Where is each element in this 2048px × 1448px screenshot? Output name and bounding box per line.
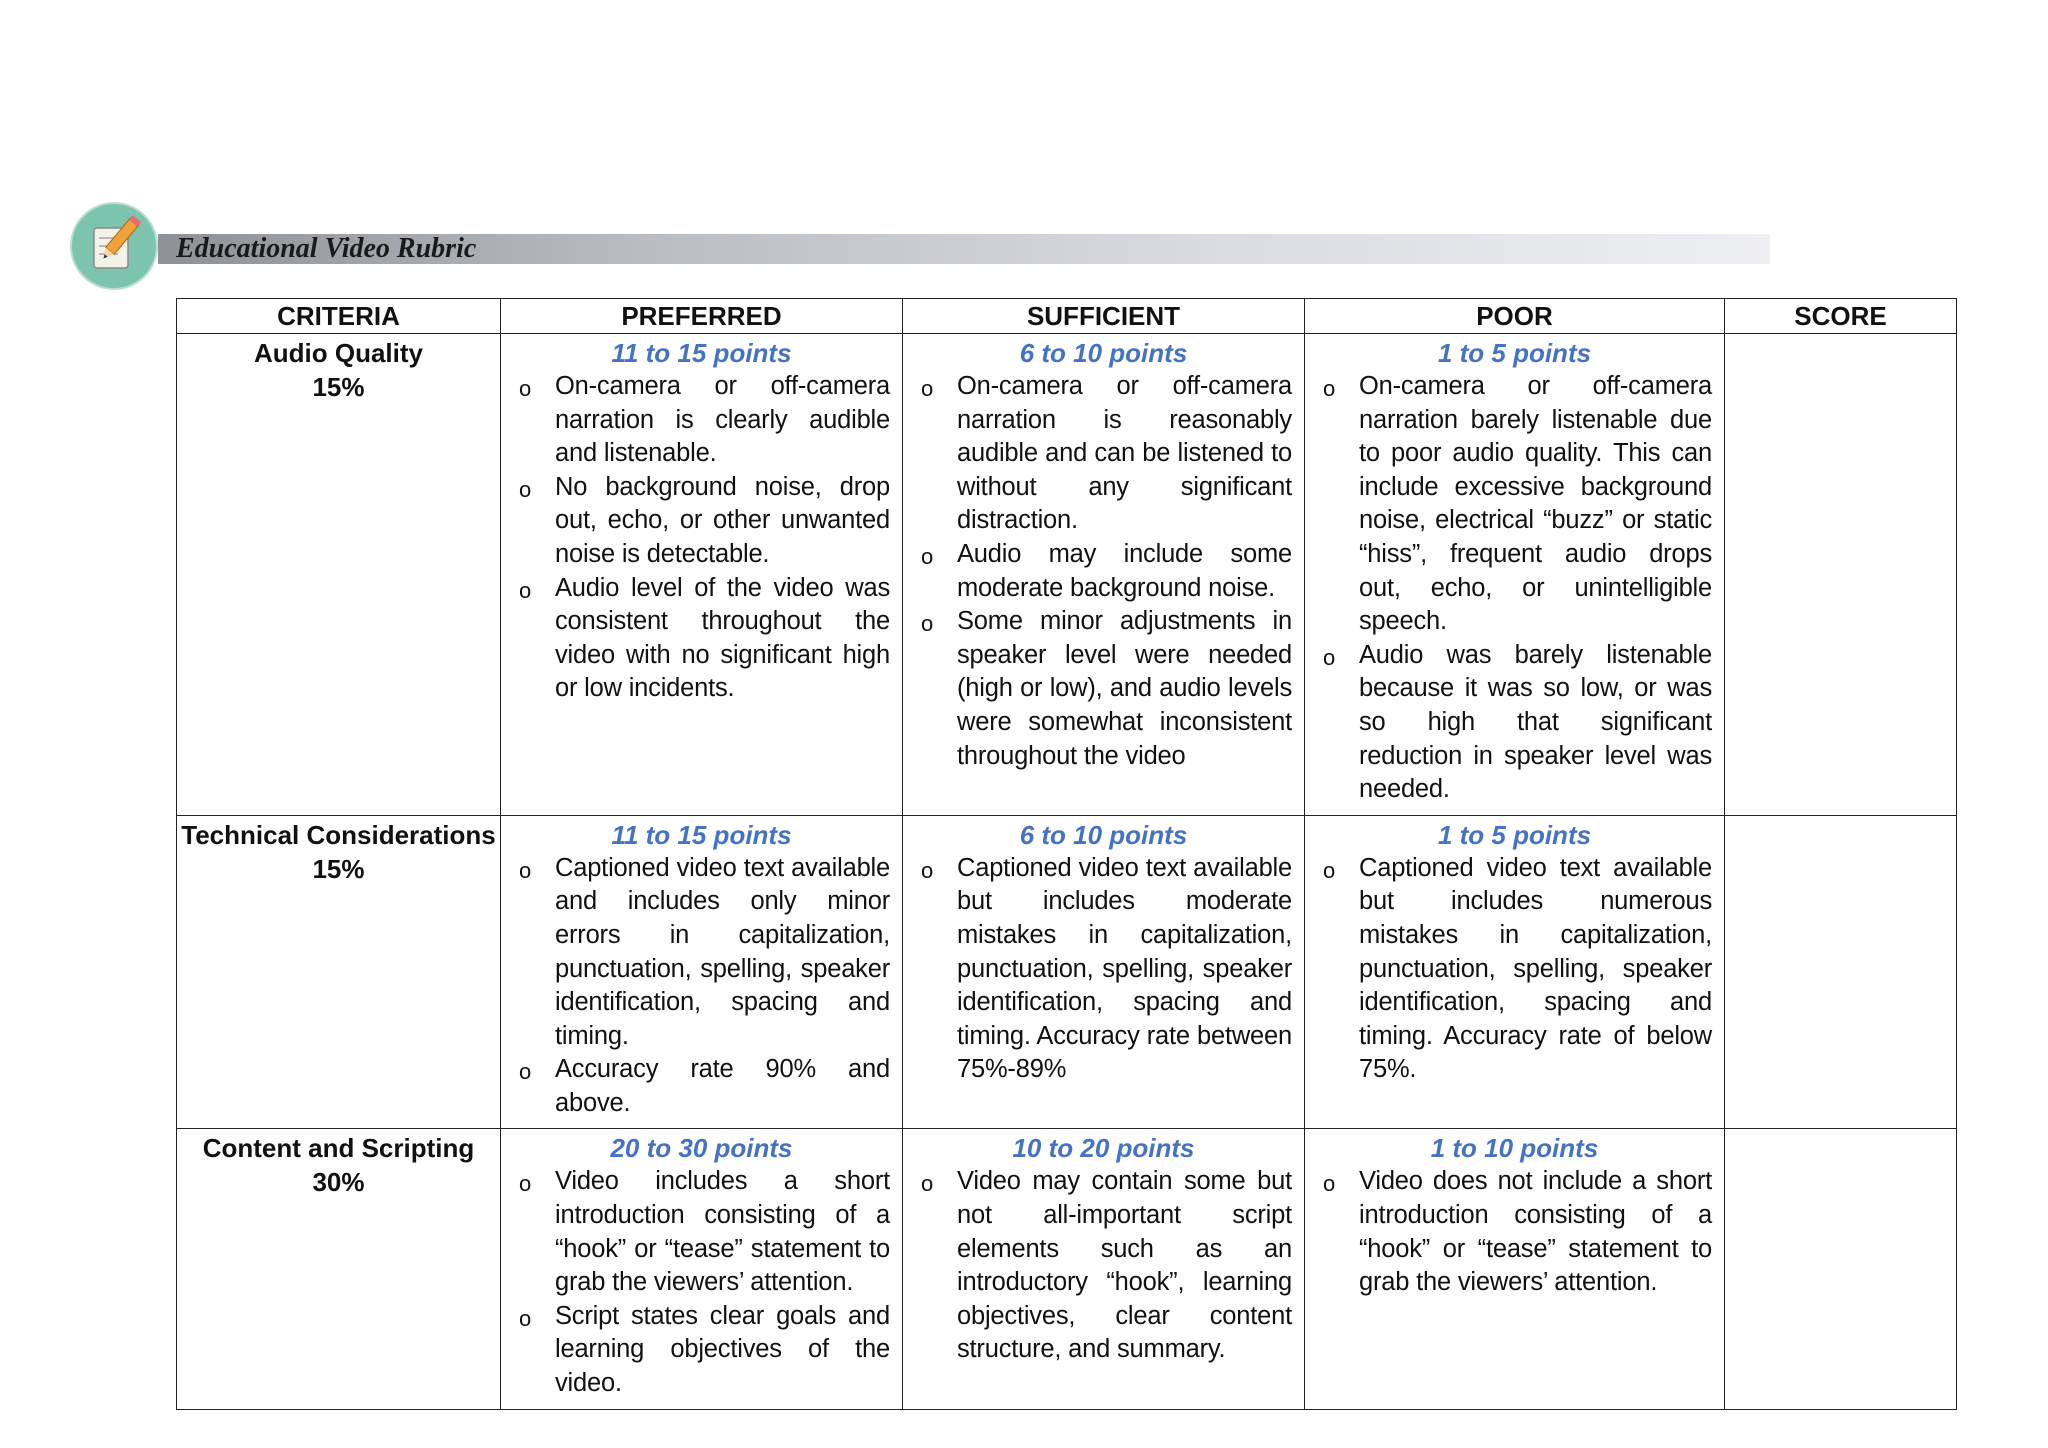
rubric-table [176,298,1957,1410]
criteria-cell [177,815,501,1129]
column-header-criteria: CRITERIA [177,299,501,334]
bullet-list [1305,852,1724,1095]
points-range: 10 to 20 points [1012,1133,1195,1164]
column-header-score: SCORE [1725,299,1957,334]
table-row [177,815,1957,1129]
criteria-weight: 30% [312,1167,365,1198]
list-item: o Captioned video text available but includes moderate mistakes in capitalization, punctuation, spelling, speaker identification, spacing and timing. Accuracy rate between 75%-89% [919,852,1292,1087]
list-item: o Some minor adjustments in speaker level were needed (high or low), and audio levels were somewhat inconsistent throughout the video [919,605,1292,773]
column-header-sufficient: SUFFICIENT [903,299,1305,334]
list-item: o No background noise, drop out, echo, or other unwanted noise is detectable. [517,471,890,572]
column-header-preferred: PREFERRED [501,299,903,334]
points-range: 11 to 15 points [611,819,792,850]
score-cell[interactable] [1725,815,1957,1129]
list-item: o On-camera or off-camera narration barely listenable due to poor audio quality. This can include excessive background noise, electrical “buzz” or static “hiss”, frequent audio drops out, echo, or unintelligible speech. [1321,370,1712,639]
criteria-name: Technical Considerations [181,819,496,850]
bullet-list [903,1165,1304,1375]
table-row [177,1129,1957,1409]
points-range: 6 to 10 points [1019,819,1188,850]
preferred-cell [501,334,903,816]
list-item: o Video may contain some but not all-important script elements such as an introductory “hook”, learning objectives, clear content structure, and summary. [919,1165,1292,1367]
sufficient-cell [903,334,1305,816]
poor-cell [1305,1129,1725,1409]
points-range: 1 to 5 points [1437,819,1592,850]
bullet-list [903,370,1304,781]
list-item: o Video includes a short introduction consisting of a “hook” or “tease” statement to grab the viewers’ attention. [517,1165,890,1299]
list-item: o Captioned video text available and includes only minor errors in capitalization, punctuation, spelling, speaker identification, spacing and timing. [517,852,890,1054]
sufficient-cell [903,1129,1305,1409]
bullet-list [501,1165,902,1408]
header-row [177,299,1957,334]
points-range: 1 to 5 points [1437,338,1592,368]
list-item: o Script states clear goals and learning objectives of the video. [517,1300,890,1401]
points-range: 1 to 10 points [1430,1133,1599,1164]
poor-cell [1305,334,1725,816]
points-range: 20 to 30 points [610,1133,793,1164]
bullet-list [501,852,902,1129]
list-item: o On-camera or off-camera narration is clearly audible and listenable. [517,370,890,471]
list-item: o Audio level of the video was consistent throughout the video with no significant high or low incidents. [517,572,890,706]
bullet-list [903,852,1304,1095]
column-header-poor: POOR [1305,299,1725,334]
criteria-weight: 15% [312,372,365,402]
score-cell[interactable] [1725,1129,1957,1409]
sufficient-cell [903,815,1305,1129]
bullet-list [1305,370,1724,815]
criteria-name: Audio Quality [254,338,423,368]
criteria-name: Content and Scripting [202,1133,475,1164]
poor-cell [1305,815,1725,1129]
pencil-notepad-icon [72,204,156,288]
table-row [177,334,1957,816]
criteria-cell [177,334,501,816]
list-item: o Audio was barely listenable because it was so low, or was so high that significant reduction in speaker level was needed. [1321,639,1712,807]
criteria-cell [177,1129,501,1409]
points-range: 6 to 10 points [1019,338,1188,368]
bullet-list [1305,1165,1724,1307]
list-item: o Video does not include a short introduction consisting of a “hook” or “tease” statement to grab the viewers’ attention. [1321,1165,1712,1299]
list-item: o On-camera or off-camera narration is reasonably audible and can be listened to without any significant distraction. [919,370,1292,538]
preferred-cell [501,815,903,1129]
list-item: o Audio may include some moderate background noise. [919,538,1292,605]
rubric-banner [72,204,1772,288]
bullet-list [501,370,902,714]
rubric-title: Educational Video Rubric [176,233,477,264]
list-item: o Captioned video text available but includes numerous mistakes in capitalization, punctuation, spelling, speaker identification, spacing and timing. Accuracy rate of below 75%. [1321,852,1712,1087]
score-cell[interactable] [1725,334,1957,816]
preferred-cell [501,1129,903,1409]
points-range: 11 to 15 points [611,338,792,368]
list-item: o Accuracy rate 90% and above. [517,1053,890,1120]
criteria-weight: 15% [312,853,365,884]
